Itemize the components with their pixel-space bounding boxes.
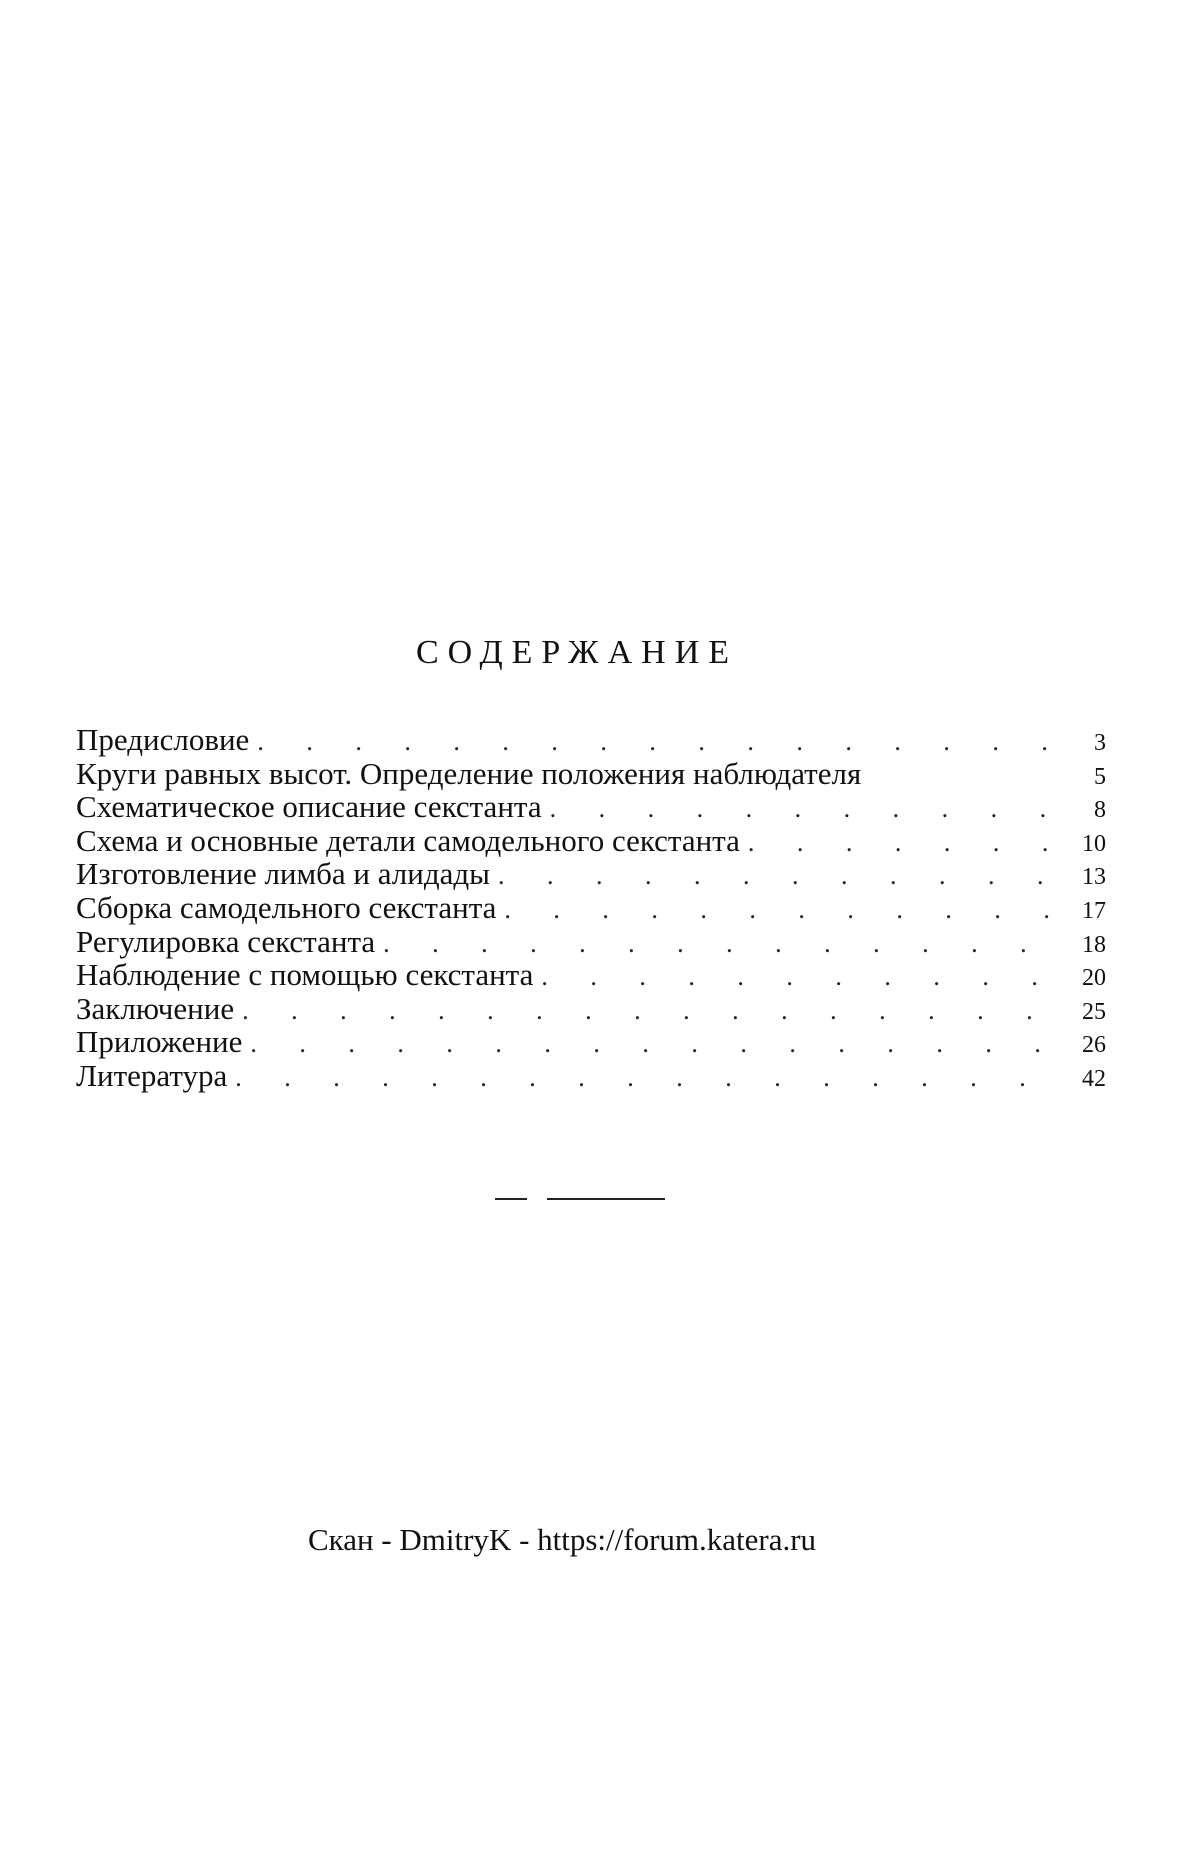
toc-entry-page: 17 <box>1082 897 1106 924</box>
toc-entry-label: Приложение <box>76 1024 243 1060</box>
toc-entry-page: 20 <box>1082 965 1106 992</box>
toc-entry-page: 3 <box>1094 730 1106 756</box>
toc-entry-label: Заключение <box>76 990 235 1026</box>
table-of-contents <box>76 723 1106 1093</box>
dot-leader <box>504 893 1050 927</box>
toc-entry-page: 26 <box>1082 1032 1106 1059</box>
toc-entry-label: Круги равных высот. Определение положения наблюдателя <box>76 755 862 791</box>
toc-entry <box>76 891 1106 925</box>
toc-entry <box>76 1025 1106 1059</box>
toc-entry-label: Регулировка секстанта <box>76 923 376 959</box>
toc-entry-label: Изготовление лимба и алидады <box>76 856 490 892</box>
dot-leader <box>242 994 1050 1028</box>
dot-leader <box>250 1027 1050 1061</box>
toc-entry-page: 10 <box>1082 830 1106 857</box>
toc-entry <box>76 1059 1106 1093</box>
dot-leader <box>383 927 1050 961</box>
toc-entry-label: Схема и основные детали самодельного секстанта <box>76 822 740 858</box>
scan-credit: Скан - DmitryK - https://forum.katera.ru <box>307 1522 817 1557</box>
toc-entry-label: Литература <box>76 1057 228 1093</box>
dot-leader <box>541 960 1050 994</box>
dot-leader <box>235 1061 1050 1095</box>
toc-entry-label: Схематическое описание секстанта <box>76 789 542 825</box>
toc-entry-label: Предисловие <box>76 722 250 757</box>
toc-entry <box>76 723 1106 757</box>
dot-leader <box>748 826 1050 860</box>
toc-entry <box>76 757 1106 791</box>
toc-entry-page: 5 <box>1094 763 1106 790</box>
toc-entry-page: 18 <box>1082 931 1106 958</box>
dot-leader <box>498 859 1050 893</box>
dot-leader <box>257 725 1050 759</box>
toc-entry-label: Наблюдение с помощью секстанта <box>76 957 534 993</box>
toc-entry <box>76 958 1106 992</box>
toc-entry-page: 8 <box>1094 797 1106 824</box>
section-divider <box>495 1198 665 1200</box>
toc-title: СОДЕРЖАНИЕ <box>415 634 739 671</box>
toc-entry <box>76 824 1106 858</box>
toc-entry <box>76 857 1106 891</box>
toc-entry-page: 25 <box>1082 998 1106 1025</box>
toc-entry-page: 42 <box>1082 1065 1106 1092</box>
toc-entry <box>76 790 1106 824</box>
toc-entry-label: Сборка самодельного секстанта <box>76 889 497 925</box>
dot-leader <box>550 792 1050 826</box>
toc-entry-page: 13 <box>1082 864 1106 891</box>
toc-entry <box>76 992 1106 1026</box>
toc-entry <box>76 925 1106 959</box>
